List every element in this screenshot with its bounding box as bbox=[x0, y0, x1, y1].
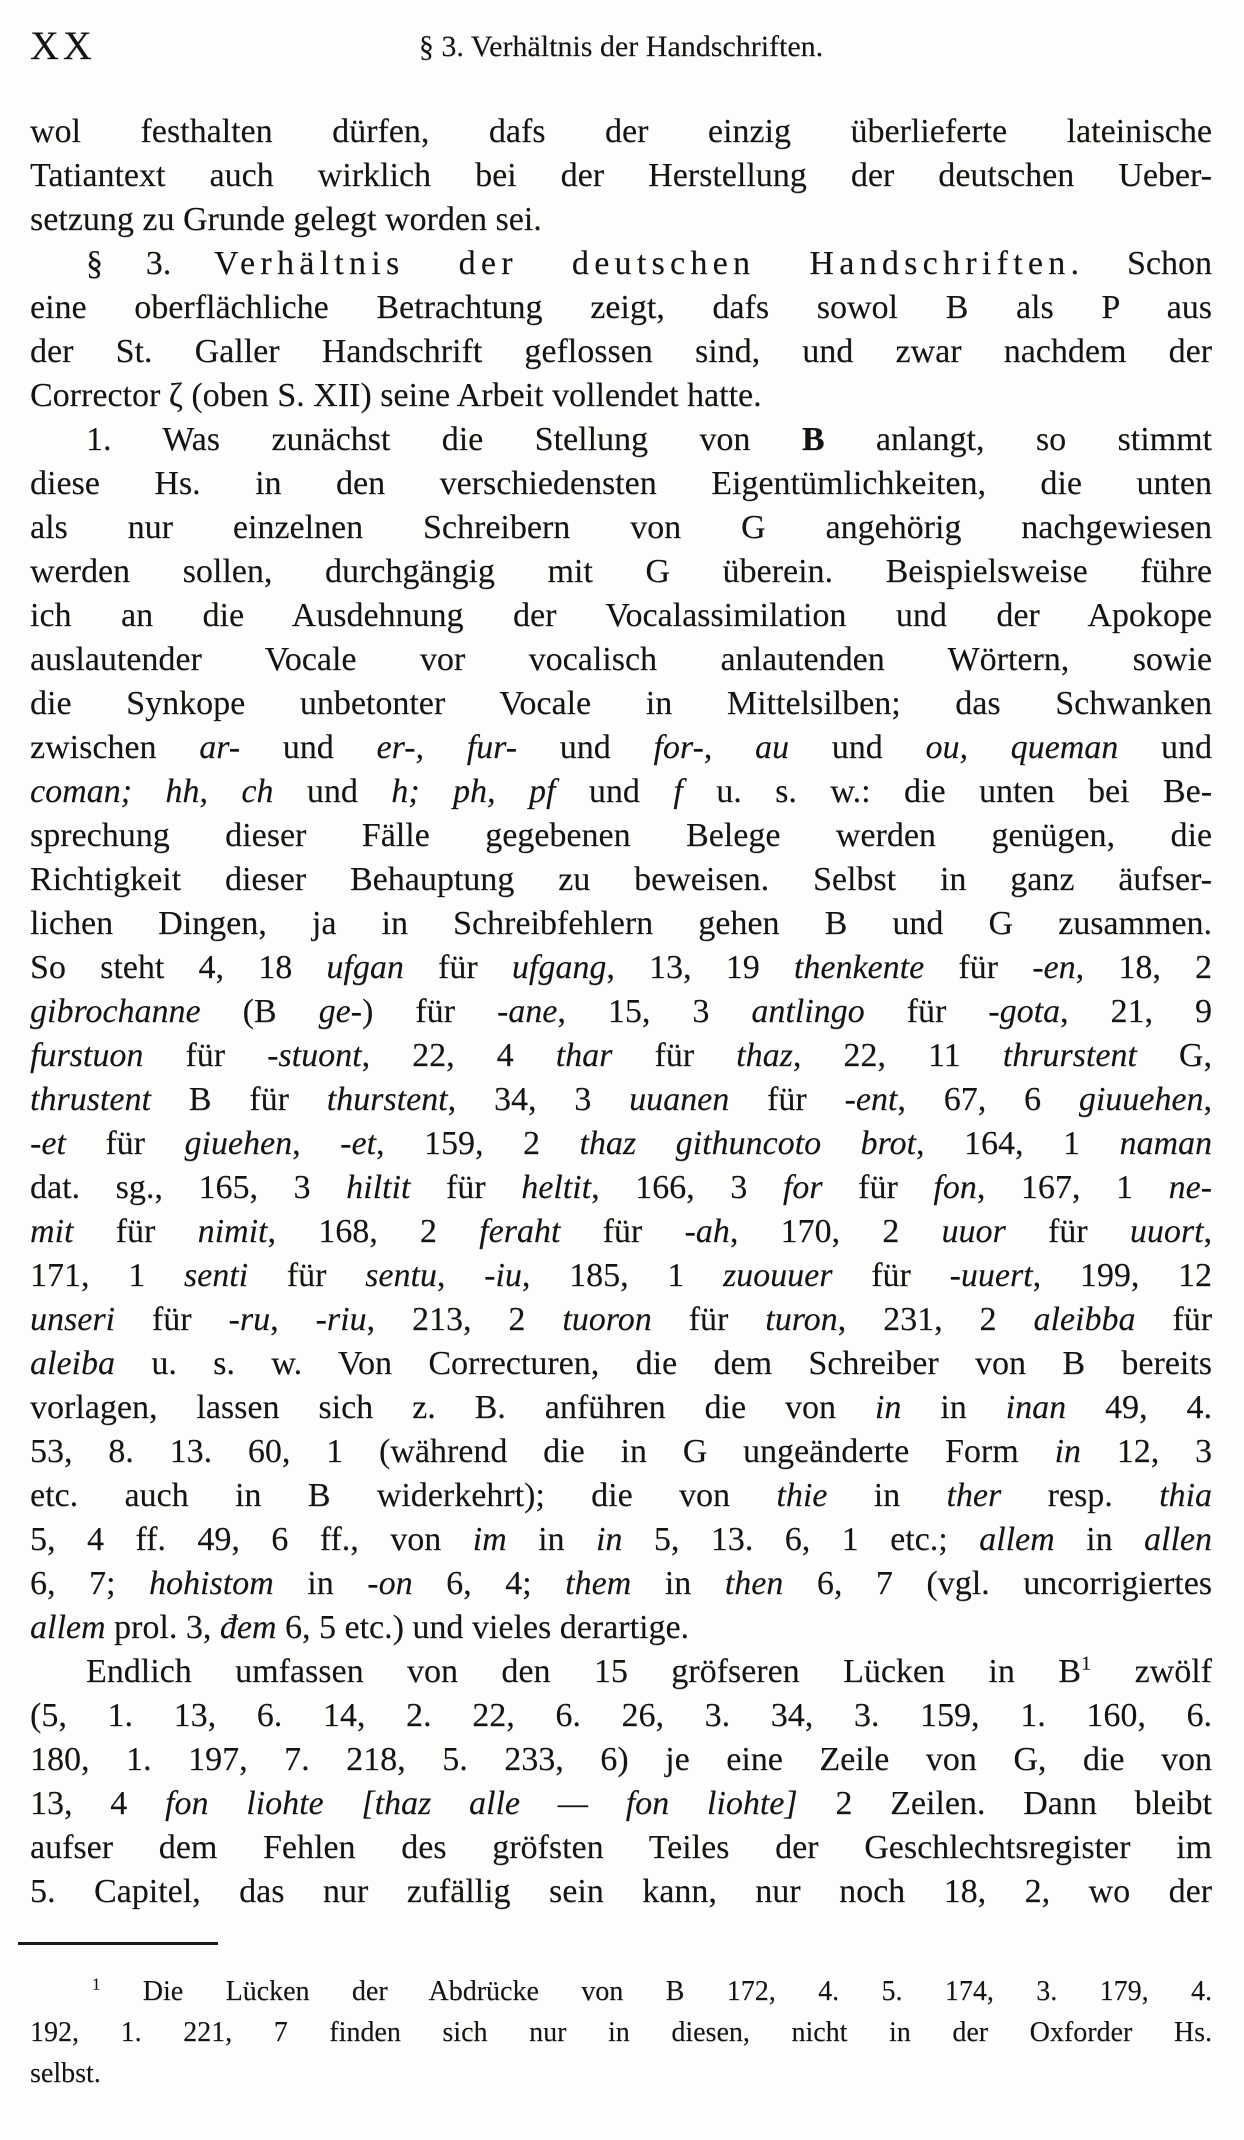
text-segment: 6, 7 (vgl. uncorrigiertes bbox=[783, 1565, 1212, 1602]
text-segment: zwischen bbox=[30, 729, 200, 766]
text-segment: , 231, 2 bbox=[837, 1301, 1034, 1338]
text-segment: für bbox=[924, 949, 1033, 986]
footnote-divider bbox=[18, 1942, 218, 1945]
text-segment: lichen Dingen, ja in Schreibfehlern gehen B und G zusammen. bbox=[30, 905, 1212, 942]
text-line bbox=[30, 770, 1212, 814]
text-segment: , 213, 2 bbox=[366, 1301, 563, 1338]
text-segment: in bbox=[273, 1565, 368, 1602]
text-line bbox=[30, 594, 1212, 638]
text-line bbox=[30, 946, 1212, 990]
text-segment: für bbox=[248, 1257, 366, 1294]
text-segment: 13, 4 bbox=[30, 1785, 165, 1822]
text-segment: die Synkope unbetonter Vocale in Mittelsilben; das Schwanken bbox=[30, 685, 1212, 722]
text-line bbox=[30, 726, 1212, 770]
text-segment: , 159, 2 bbox=[375, 1125, 580, 1162]
footnote-line bbox=[30, 1971, 1212, 2012]
text-segment: -stuont bbox=[267, 1037, 362, 1074]
text-segment: furstuon bbox=[30, 1037, 144, 1074]
text-line bbox=[30, 110, 1212, 154]
text-line bbox=[30, 242, 1212, 286]
text-segment: zwölf bbox=[1091, 1653, 1212, 1690]
text-segment: , bbox=[436, 1257, 485, 1294]
text-segment: für bbox=[612, 1037, 737, 1074]
text-segment: 180, 1. 197, 7. 218, 5. 233, 6) je eine Zeile von G, die von bbox=[30, 1741, 1212, 1778]
text-segment: ar- bbox=[199, 729, 241, 766]
text-segment: 5, 4 ff. 49, 6 ff., von bbox=[30, 1521, 473, 1558]
text-segment: ich an die Ausdehnung der Vocalassimilation und der Apokope bbox=[30, 597, 1212, 634]
text-segment: für bbox=[403, 949, 512, 986]
text-segment: ufgang bbox=[511, 949, 607, 986]
text-segment: ) für bbox=[362, 993, 497, 1030]
text-line bbox=[30, 1474, 1212, 1518]
text-segment: 49, 4. bbox=[1066, 1389, 1212, 1426]
text-line bbox=[30, 154, 1212, 198]
text-segment: , 170, 2 bbox=[729, 1213, 942, 1250]
text-segment: thenkente bbox=[793, 949, 925, 986]
text-segment: , 13, 19 bbox=[606, 949, 794, 986]
text-segment: etc. auch in B widerkehrt); die von bbox=[30, 1477, 777, 1514]
text-segment: für bbox=[560, 1213, 685, 1250]
text-segment: in bbox=[1054, 1433, 1081, 1470]
running-header: § 3. Verhältnis der Handschriften. bbox=[418, 30, 824, 63]
text-segment: ne- bbox=[1168, 1169, 1212, 1206]
text-segment: setzung zu Grunde gelegt worden sei. bbox=[30, 201, 542, 238]
text-segment: -ane bbox=[496, 993, 558, 1030]
text-segment: -ent bbox=[844, 1081, 898, 1118]
text-segment: , 15, 3 bbox=[557, 993, 752, 1030]
text-segment: werden sollen, durchgängig mit G überein. Beispielsweise führe bbox=[30, 553, 1212, 590]
text-segment: , 168, 2 bbox=[267, 1213, 480, 1250]
text-segment: (B bbox=[200, 993, 319, 1030]
text-segment: und bbox=[240, 729, 377, 766]
text-segment: thurstent bbox=[326, 1081, 448, 1118]
text-line bbox=[30, 1078, 1212, 1122]
text-segment: allen bbox=[1144, 1521, 1212, 1558]
text-segment: uuanen bbox=[629, 1081, 730, 1118]
text-segment: -iu bbox=[484, 1257, 522, 1294]
text-segment: in bbox=[506, 1521, 596, 1558]
text-segment: hiltit bbox=[346, 1169, 411, 1206]
text-segment: für bbox=[822, 1169, 934, 1206]
text-segment: -gota bbox=[988, 993, 1061, 1030]
text-segment: sentu bbox=[365, 1257, 437, 1294]
text-segment: -ah bbox=[684, 1213, 730, 1250]
text-segment: heltit bbox=[521, 1169, 592, 1206]
text-segment: , 199, 12 bbox=[1032, 1257, 1212, 1294]
text-segment: für bbox=[143, 1037, 268, 1074]
text-segment: resp. bbox=[1001, 1477, 1160, 1514]
text-line bbox=[30, 1210, 1212, 1254]
text-line bbox=[30, 1606, 1212, 1650]
text-segment: , 185, 1 bbox=[521, 1257, 723, 1294]
text-segment: für bbox=[651, 1301, 766, 1338]
text-segment: für bbox=[729, 1081, 845, 1118]
text-segment: , bbox=[1203, 1213, 1212, 1250]
text-line bbox=[30, 1782, 1212, 1826]
text-line bbox=[30, 1034, 1212, 1078]
text-segment: der St. Galler Handschrift geflossen sind, und zwar nachdem der bbox=[30, 333, 1212, 370]
text-line bbox=[30, 506, 1212, 550]
text-segment: thie bbox=[776, 1477, 828, 1514]
text-segment: für bbox=[73, 1213, 198, 1250]
text-line bbox=[30, 550, 1212, 594]
text-segment: 6, 7; bbox=[30, 1565, 150, 1602]
text-segment: , 22, 4 bbox=[361, 1037, 556, 1074]
text-segment: sprechung dieser Fälle gegebenen Belege werden genügen, die bbox=[30, 817, 1212, 854]
text-segment: für bbox=[410, 1169, 522, 1206]
text-segment: unseri bbox=[30, 1301, 115, 1338]
text-segment: aleiba bbox=[30, 1345, 115, 1382]
text-line bbox=[30, 1518, 1212, 1562]
text-line bbox=[30, 1650, 1212, 1694]
text-line bbox=[30, 1342, 1212, 1386]
text-segment: , 34, 3 bbox=[447, 1081, 630, 1118]
text-segment: in bbox=[901, 1389, 1006, 1426]
text-segment: thrustent bbox=[30, 1081, 151, 1118]
text-segment: u. s. w. Von Correcturen, die dem Schreiber von B bereits bbox=[114, 1345, 1212, 1382]
text-segment: zuouuer bbox=[722, 1257, 833, 1294]
text-segment: So steht 4, 18 bbox=[30, 949, 327, 986]
text-segment: thrurstent bbox=[1002, 1037, 1137, 1074]
text-segment: für bbox=[115, 1301, 229, 1338]
text-segment: , 164, 1 bbox=[915, 1125, 1120, 1162]
text-segment: , bbox=[1203, 1081, 1212, 1118]
text-line bbox=[30, 1166, 1212, 1210]
text-line bbox=[30, 1870, 1212, 1914]
text-segment: eine oberflächliche Betrachtung zeigt, dafs sowol B als P aus bbox=[30, 289, 1212, 326]
text-segment: und bbox=[555, 773, 674, 810]
page-header bbox=[30, 20, 1212, 84]
text-segment: , bbox=[292, 1125, 341, 1162]
text-segment: gibrochanne bbox=[30, 993, 201, 1030]
text-segment: aleibba bbox=[1033, 1301, 1136, 1338]
text-segment: giuuehen bbox=[1078, 1081, 1204, 1118]
text-segment: f bbox=[673, 773, 683, 810]
text-segment: in bbox=[874, 1389, 902, 1426]
text-segment: tuoron bbox=[562, 1301, 652, 1338]
text-segment: -en bbox=[1032, 949, 1076, 986]
page-number: XX bbox=[30, 23, 96, 68]
text-line bbox=[30, 990, 1212, 1034]
text-segment: Verhältnis der deutschen Handschriften. bbox=[213, 245, 1085, 282]
text-line bbox=[30, 814, 1212, 858]
text-line bbox=[30, 1254, 1212, 1298]
text-segment: h; ph, pf bbox=[391, 773, 556, 810]
text-segment: mit bbox=[30, 1213, 74, 1250]
text-line bbox=[30, 1122, 1212, 1166]
text-line bbox=[30, 1430, 1212, 1474]
text-segment: them bbox=[565, 1565, 632, 1602]
text-segment: diese Hs. in den verschiedensten Eigentümlichkeiten, die unten bbox=[30, 465, 1212, 502]
text-segment: prol. 3, bbox=[105, 1609, 220, 1646]
text-segment: Die Lücken der Abdrücke von B 172, 4. 5. 174, 3. 179, 4. bbox=[100, 1976, 1212, 2007]
text-segment: für bbox=[832, 1257, 950, 1294]
text-segment: und bbox=[789, 729, 926, 766]
text-segment: Corrector ζ (oben S. XII) seine Arbeit vollendet hatte. bbox=[30, 377, 762, 414]
text-segment: fon bbox=[933, 1169, 977, 1206]
text-segment: auslautender Vocale vor vocalisch anlautenden Wörtern, sowie bbox=[30, 641, 1212, 678]
text-segment: giuehen bbox=[184, 1125, 293, 1162]
text-segment: ther bbox=[946, 1477, 1002, 1514]
text-segment: then bbox=[724, 1565, 784, 1602]
text-line bbox=[30, 1738, 1212, 1782]
text-segment: in bbox=[631, 1565, 725, 1602]
text-segment: vorlagen, lassen sich z. B. anführen die von bbox=[30, 1389, 875, 1426]
text-segment: , 21, 9 bbox=[1060, 993, 1212, 1030]
text-segment: -et bbox=[30, 1125, 66, 1162]
text-segment: 12, 3 bbox=[1080, 1433, 1212, 1470]
text-segment: in bbox=[827, 1477, 947, 1514]
text-segment: -on bbox=[367, 1565, 413, 1602]
text-segment: aufser dem Fehlen des gröfsten Teiles der Geschlechtsregister im bbox=[30, 1829, 1212, 1866]
text-line bbox=[30, 198, 1212, 242]
text-line bbox=[30, 1386, 1212, 1430]
text-segment: 6, 5 etc.) und vieles derartige. bbox=[276, 1609, 690, 1646]
text-segment: naman bbox=[1119, 1125, 1212, 1162]
text-segment: B bbox=[801, 421, 825, 458]
text-line bbox=[30, 902, 1212, 946]
text-segment: in bbox=[1054, 1521, 1145, 1558]
text-segment: -uuert bbox=[949, 1257, 1033, 1294]
text-segment: und bbox=[273, 773, 392, 810]
text-segment: 192, 1. 221, 7 finden sich nur in diesen, nicht in der Oxforder Hs. bbox=[30, 2017, 1212, 2048]
text-segment: ou, queman bbox=[925, 729, 1119, 766]
text-segment: , 22, 11 bbox=[792, 1037, 1003, 1074]
text-segment: für bbox=[1135, 1301, 1212, 1338]
text-segment: thaz githuncoto brot bbox=[579, 1125, 916, 1162]
text-segment: , 67, 6 bbox=[897, 1081, 1079, 1118]
text-line bbox=[30, 330, 1212, 374]
text-segment: für bbox=[1005, 1213, 1130, 1250]
text-segment: turon bbox=[765, 1301, 838, 1338]
text-segment: 53, 8. 13. 60, 1 (während die in G ungeänderte Form bbox=[30, 1433, 1055, 1470]
text-segment: Richtigkeit dieser Behauptung zu beweisen. Selbst in ganz äufser- bbox=[30, 861, 1212, 898]
text-segment: in bbox=[595, 1521, 623, 1558]
text-segment: (5, 1. 13, 6. 14, 2. 22, 6. 26, 3. 34, 3. 159, 1. 160, 6. bbox=[30, 1697, 1212, 1734]
text-segment: uuort bbox=[1129, 1213, 1204, 1250]
text-segment: 5, 13. 6, 1 etc.; bbox=[622, 1521, 980, 1558]
text-segment: thar bbox=[555, 1037, 613, 1074]
text-line bbox=[30, 286, 1212, 330]
text-segment: G, bbox=[1136, 1037, 1212, 1074]
text-segment: -et bbox=[340, 1125, 376, 1162]
text-segment: und bbox=[517, 729, 654, 766]
text-segment: für bbox=[864, 993, 989, 1030]
text-segment: uuor bbox=[941, 1213, 1006, 1250]
text-segment: 1 bbox=[92, 1974, 101, 1994]
text-line bbox=[30, 638, 1212, 682]
text-segment: ufgan bbox=[326, 949, 404, 986]
text-segment: thia bbox=[1159, 1477, 1212, 1514]
text-segment: feraht bbox=[479, 1213, 561, 1250]
text-segment: Tatiantext auch wirklich bei der Herstellung der deutschen Ueber- bbox=[30, 157, 1212, 194]
text-line bbox=[30, 858, 1212, 902]
text-segment: nimit bbox=[197, 1213, 268, 1250]
text-line bbox=[30, 1694, 1212, 1738]
text-segment: thaz bbox=[736, 1037, 793, 1074]
text-segment: -ru bbox=[228, 1301, 271, 1338]
text-segment: und bbox=[1118, 729, 1212, 766]
text-segment: allem bbox=[30, 1609, 106, 1646]
text-segment: Endlich umfassen von den 15 gröfseren Lücken in B bbox=[86, 1653, 1081, 1690]
text-segment: 6, 4; bbox=[412, 1565, 566, 1602]
text-line bbox=[30, 374, 1212, 418]
text-segment: đem bbox=[219, 1609, 277, 1646]
text-segment: für bbox=[65, 1125, 185, 1162]
text-segment: 5. Capitel, das nur zufällig sein kann, nur noch 18, 2, wo der bbox=[30, 1873, 1212, 1910]
text-segment: als nur einzelnen Schreibern von G angehörig nachgewiesen bbox=[30, 509, 1212, 546]
text-line bbox=[30, 1298, 1212, 1342]
text-segment: 171, 1 bbox=[30, 1257, 184, 1294]
text-segment: § 3. bbox=[86, 245, 214, 282]
text-segment: allem bbox=[979, 1521, 1055, 1558]
body-text bbox=[30, 110, 1212, 1914]
text-segment: inan bbox=[1005, 1389, 1067, 1426]
text-segment: wol festhalten dürfen, dafs der einzig überlieferte lateinische bbox=[30, 113, 1212, 150]
text-segment: im bbox=[472, 1521, 507, 1558]
text-segment: Schon bbox=[1084, 245, 1212, 282]
text-segment: , 167, 1 bbox=[976, 1169, 1169, 1206]
text-line bbox=[30, 682, 1212, 726]
text-segment: , bbox=[270, 1301, 316, 1338]
text-segment: selbst. bbox=[30, 2058, 101, 2089]
text-segment: , 166, 3 bbox=[591, 1169, 783, 1206]
footnote-line bbox=[30, 2053, 1212, 2094]
footnote-text bbox=[30, 1971, 1212, 2094]
text-line bbox=[30, 418, 1212, 462]
text-segment: 1 bbox=[1080, 1652, 1092, 1675]
text-segment: dat. sg., 165, 3 bbox=[30, 1169, 347, 1206]
text-line bbox=[30, 1826, 1212, 1870]
text-segment: senti bbox=[183, 1257, 249, 1294]
text-segment: 2 Zeilen. Dann bleibt bbox=[797, 1785, 1212, 1822]
text-segment: u. s. w.: die unten bei Be- bbox=[682, 773, 1212, 810]
text-line bbox=[30, 462, 1212, 506]
text-segment: for bbox=[782, 1169, 823, 1206]
text-segment: -riu bbox=[315, 1301, 367, 1338]
text-segment: for-, au bbox=[653, 729, 789, 766]
text-line bbox=[30, 1562, 1212, 1606]
text-segment: , 18, 2 bbox=[1075, 949, 1212, 986]
text-segment: fon liohte [thaz alle — fon liohte] bbox=[165, 1785, 798, 1822]
text-segment: hohistom bbox=[149, 1565, 274, 1602]
text-segment: 1. Was zunächst die Stellung von bbox=[86, 421, 802, 458]
text-segment: coman; hh, ch bbox=[30, 773, 274, 810]
text-segment: er-, fur- bbox=[376, 729, 518, 766]
text-segment: anlangt, so stimmt bbox=[824, 421, 1212, 458]
footnote-line bbox=[30, 2012, 1212, 2053]
text-segment: ge- bbox=[318, 993, 362, 1030]
text-segment: antlingo bbox=[751, 993, 865, 1030]
text-segment: B für bbox=[150, 1081, 327, 1118]
